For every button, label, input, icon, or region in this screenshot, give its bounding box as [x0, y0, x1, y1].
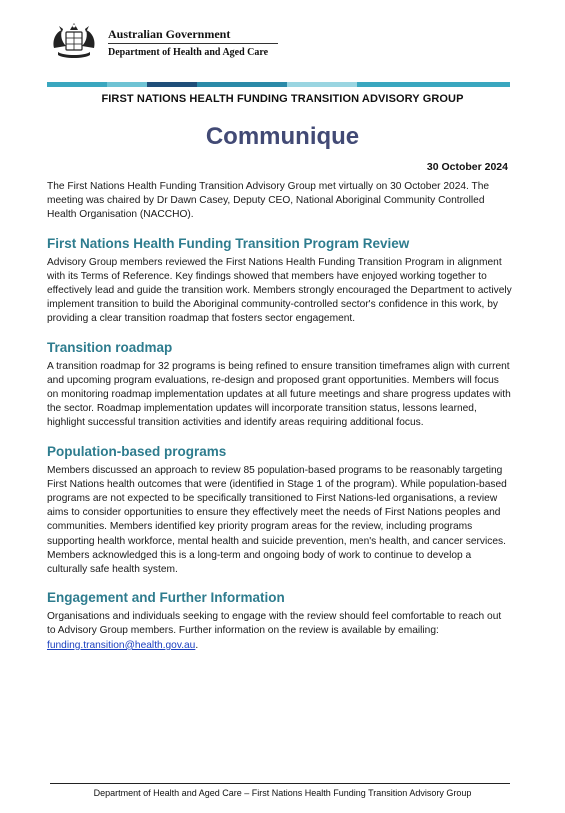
- section-body: A transition roadmap for 32 programs is being refined to ensure transition timeframes align with current and upcoming program evaluations, re-design and proposed grant opportunities. Members will focus on monitoring roadmap implementation updates at all future meetings and share progress updates with the sector. Roadmap implementation updates will incorporate transition status, lessons learned, highlight successful transition activities and identify areas requiring additional focus.: [47, 360, 511, 429]
- band-segment: [287, 82, 357, 87]
- government-name: Australian Government: [108, 27, 231, 41]
- band-segment: [47, 82, 107, 87]
- email-link[interactable]: funding.transition@health.gov.au: [47, 639, 196, 651]
- coat-of-arms-icon: [48, 20, 100, 62]
- band-segment: [357, 82, 510, 87]
- page-header: [48, 18, 518, 66]
- group-title: FIRST NATIONS HEALTH FUNDING TRANSITION ADVISORY GROUP: [101, 93, 464, 105]
- footer-divider: [50, 783, 510, 784]
- section-heading: Population-based programs: [47, 443, 227, 459]
- band-segment: [147, 82, 197, 87]
- section-body: Advisory Group members reviewed the First Nations Health Funding Transition Program in alignment with its Terms of Reference. Key findings showed that members have enjoyed working together to effectively lead and guide the transition work. Members strongly encouraged the Department to actively implement transition to build the Aboriginal community-controlled sector's confidence in this work, by providing a clear transition roadmap that fosters sector engagement.: [47, 256, 512, 325]
- document-date: 30 October 2024: [426, 161, 508, 173]
- intro-paragraph: The First Nations Health Funding Transition Advisory Group met virtually on 30 October 2024. The meeting was chaired by Dr Dawn Casey, Deputy CEO, National Aboriginal Community Controlled Health Organisation (NACCHO).: [47, 181, 490, 221]
- section-heading: Transition roadmap: [47, 339, 173, 355]
- section-body: Members discussed an approach to review 85 population-based programs to be reasonably targeting First Nations health outcomes that were (identified in Stage 1 of the program). While population-based programs are not expected to be specifically transitioned to First Nations-led organisations, a review aims to consider opportunities to ensure they effectively meet the needs of First Nations peoples and communities. Members identified key priority program areas for the review, including programs supporting health workforce, mental health and suicide prevention, men's health, and cancer services. Members acknowledged this is a long-term and ongoing body of work to continue to develop a culturally safe health system.: [47, 464, 507, 576]
- section-body-with-link: [47, 610, 512, 653]
- department-name: Department of Health and Aged Care: [108, 43, 278, 59]
- page-title: Communique: [205, 123, 360, 150]
- section-body: Organisations and individuals seeking to engage with the review should feel comfortable to reach out to Advisory Group members. Further information on the review is available by emailing:: [47, 611, 502, 637]
- band-segment: [107, 82, 147, 87]
- band-segment: [197, 82, 287, 87]
- document-body: [47, 180, 512, 653]
- page-footer: Department of Health and Aged Care – First Nations Health Funding Transition Advisory Group: [93, 788, 472, 798]
- header-color-band: [47, 82, 510, 87]
- section-heading: Engagement and Further Information: [47, 590, 285, 606]
- trailing-period: .: [195, 639, 199, 651]
- section-heading: First Nations Health Funding Transition Program Review: [47, 235, 410, 251]
